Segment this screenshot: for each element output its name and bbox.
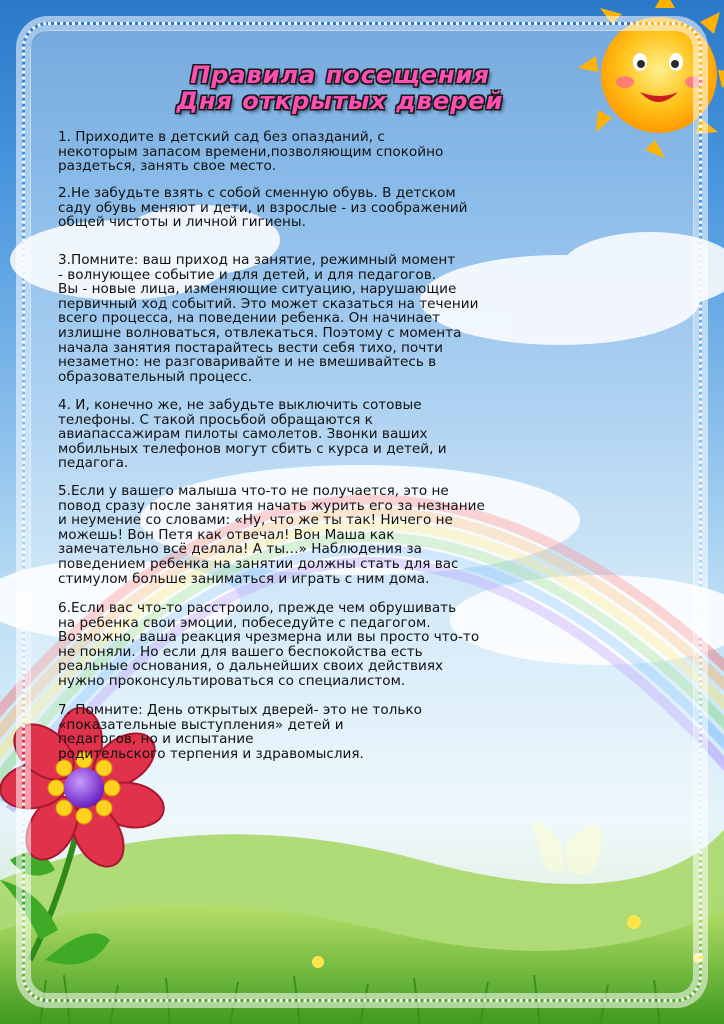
rule-paragraph-6: 6.Если вас что-то расстроило, прежде чем обрушивать на ребенка свои эмоции, побеседуйте с педагогом. Возможно, ваша реакция чрезмерна или вы просто что-то не поняли. Но если для вашего беспокойства есть реальные основания, о дальнейших своих действиях нужно проконсультироваться со специалистом. [58, 600, 480, 689]
rule-paragraph-3: 3.Помните: ваш приход на занятие, режимный момент - волнующее событие и для детей, и для педагогов. Вы - новые лица, изменяющие ситуацию, нарушающие первичный ход событий. Это может сказаться на течении всего процесса, на поведении ребенка. Он начинает излишне волноваться, отвлекаться. Поэтому с момента начала занятия постарайтесь вести себя тихо, почти незаметно: не разговаривайте и не вмешивайтесь в образовательный процесс. [58, 252, 479, 385]
page-title [90, 62, 590, 114]
rule-paragraph-7: 7. Помните: День открытых дверей- это не только «показательные выступления» детей и педагогов, но и испытание родительского терпения и здравомыслия. [58, 702, 422, 762]
title-line-1: Правила посещения [190, 61, 490, 89]
rule-paragraph-2: 2.Не забудьте взять с собой сменную обувь. В детском саду обувь меняют и дети, и взрослые - из соображений общей чистоты и личной гигиены. [58, 185, 468, 231]
rule-paragraph-1: 1. Приходите в детский сад без опазданий, с некоторым запасом времени,позволяющим спокойно раздеться, занять свое место. [58, 129, 444, 175]
rule-paragraph-5: 5.Если у вашего малыша что-то не получается, это не повод сразу после занятия начать журить его за незнание и неумение со словами: «Ну, что же ты так! Ничего не можешь! Вон Петя как отвечал! Вон Маша как замечательно всё делала! А ты…» Наблюдения за поведением ребенка на занятии должны стать для вас стимулом больше заниматься и играть с ним дома. [58, 483, 485, 587]
rule-paragraph-4: 4. И, конечно же, не забудьте выключить сотовые телефоны. С такой просьбой обращаются к авиапассажирам пилоты самолетов. Звонки ваших мобильных телефонов могут сбить с курса и детей, и педагога. [58, 397, 447, 472]
title-line-2: Дня открытых дверей [176, 87, 504, 115]
